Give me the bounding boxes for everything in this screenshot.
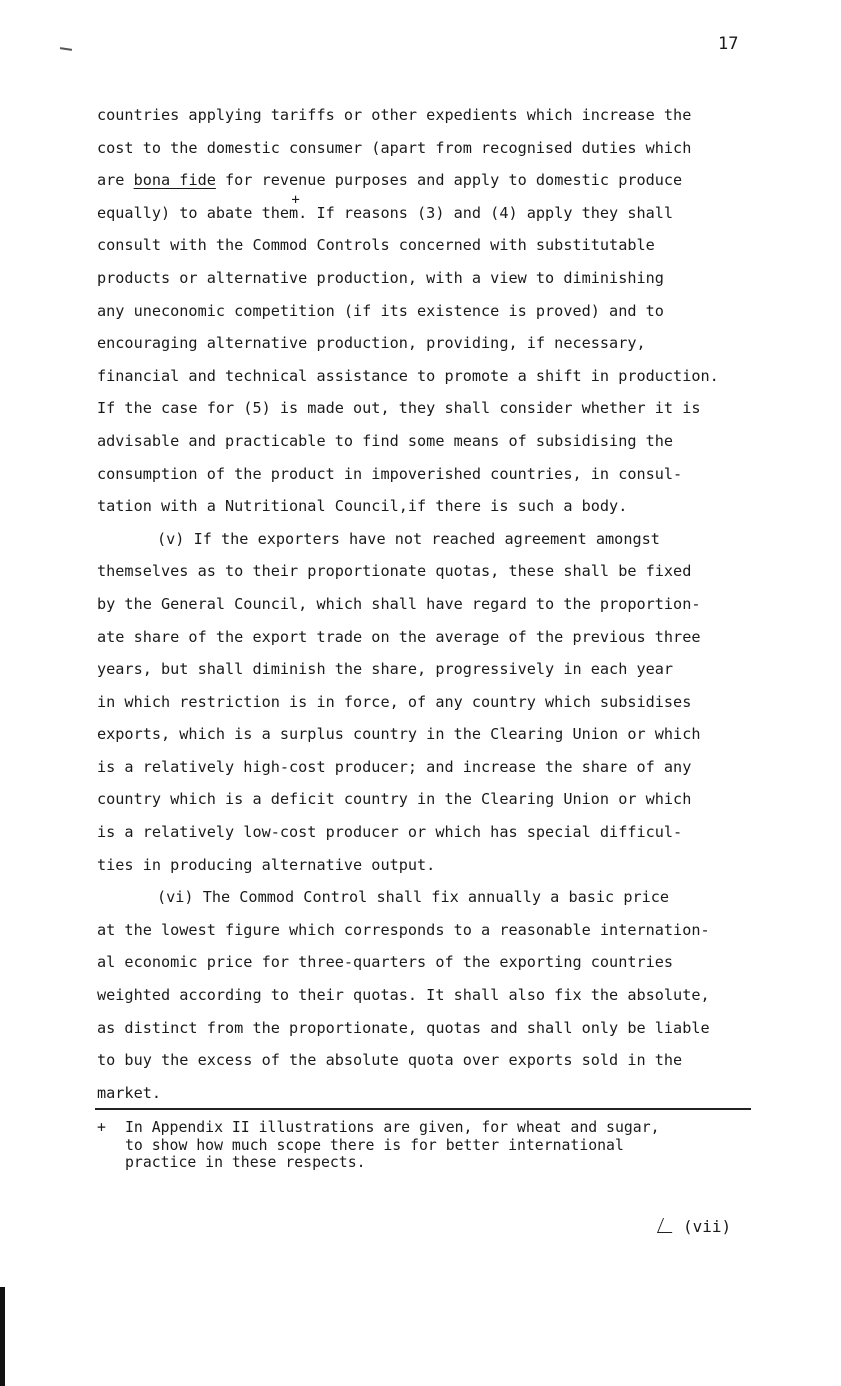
page-number: 17	[718, 34, 739, 54]
underlined-phrase: bona fide	[133, 171, 216, 190]
text-line	[97, 164, 777, 197]
scan-edge-shadow	[0, 1287, 5, 1386]
footnote-line: to show how much scope there is for better international	[125, 1136, 624, 1154]
paragraph-start-line: (v) If the exporters have not reached agreement amongst	[157, 529, 660, 548]
footnote-marker: +	[97, 1119, 106, 1136]
text-line: market.	[97, 1083, 162, 1102]
text-line: products or alternative production, with a view to diminishing	[97, 268, 664, 287]
text-fragment: are	[97, 171, 134, 190]
text-line: as distinct from the proportionate, quotas and shall only be liable	[97, 1018, 710, 1037]
text-line: ate share of the export trade on the average of the previous three	[97, 627, 701, 646]
text-line: country which is a deficit country in the Clearing Union or which	[97, 790, 692, 809]
catchword	[660, 1217, 731, 1236]
text-line: equally) to abate them.+ If reasons (3) and (4) apply they shall	[97, 191, 674, 222]
text-line: any uneconomic competition (if its existence is proved) and to	[97, 301, 664, 320]
text-line: encouraging alternative production, providing, if necessary,	[97, 334, 646, 353]
text-line: weighted according to their quotas. It shall also fix the absolute,	[97, 986, 710, 1005]
text-line: consult with the Commod Controls concerned with substitutable	[97, 236, 655, 255]
text-line: exports, which is a surplus country in the Clearing Union or which	[97, 725, 701, 744]
text-line: to buy the excess of the absolute quota over exports sold in the	[97, 1051, 683, 1070]
text-line: If the case for (5) is made out, they shall consider whether it is	[97, 399, 701, 418]
text-line: advisable and practicable to find some means of subsidising the	[97, 431, 674, 450]
text-line: in which restriction is in force, of any country which subsidises	[97, 692, 692, 711]
scan-mark	[60, 47, 72, 51]
text-line: themselves as to their proportionate quotas, these shall be fixed	[97, 562, 692, 581]
text-fragment: If reasons (3) and (4) apply they shall	[307, 203, 674, 222]
body-text	[97, 99, 777, 1109]
text-line: consumption of the product in impoverished countries, in consul-	[97, 464, 683, 483]
text-line: tation with a Nutritional Council,if there is such a body.	[97, 497, 628, 516]
paragraph-start-line: (vi) The Commod Control shall fix annually a basic price	[157, 888, 670, 907]
text-line: years, but shall diminish the share, progressively in each year	[97, 660, 674, 679]
text-line: countries applying tariffs or other expedients which increase the	[97, 106, 692, 124]
text-line: cost to the domestic consumer (apart from recognised duties which	[97, 138, 692, 157]
footnote-line: In Appendix II illustrations are given, for wheat and sugar,	[125, 1119, 660, 1136]
text-line: financial and technical assistance to promote a shift in production.	[97, 366, 719, 385]
text-line: ties in producing alternative output.	[97, 855, 436, 874]
footnote-divider	[95, 1108, 751, 1110]
text-line: is a relatively high-cost producer; and increase the share of any	[97, 757, 692, 776]
footnote-text	[125, 1119, 660, 1172]
text-line: at the lowest figure which corresponds to a reasonable internation-	[97, 920, 710, 939]
text-line: by the General Council, which shall have regard to the proportion-	[97, 594, 701, 613]
text-line: al economic price for three-quarters of the exporting countries	[97, 953, 674, 972]
text-line: is a relatively low-cost producer or which has special difficul-	[97, 823, 683, 842]
footnote-line: practice in these respects.	[125, 1154, 366, 1171]
bracket-mark-icon	[657, 1218, 678, 1233]
text-fragment: equally) to abate them.	[97, 203, 308, 222]
text-fragment: for revenue purposes and apply to domestic produce	[215, 171, 683, 190]
catchword-text: (vii)	[683, 1217, 732, 1236]
